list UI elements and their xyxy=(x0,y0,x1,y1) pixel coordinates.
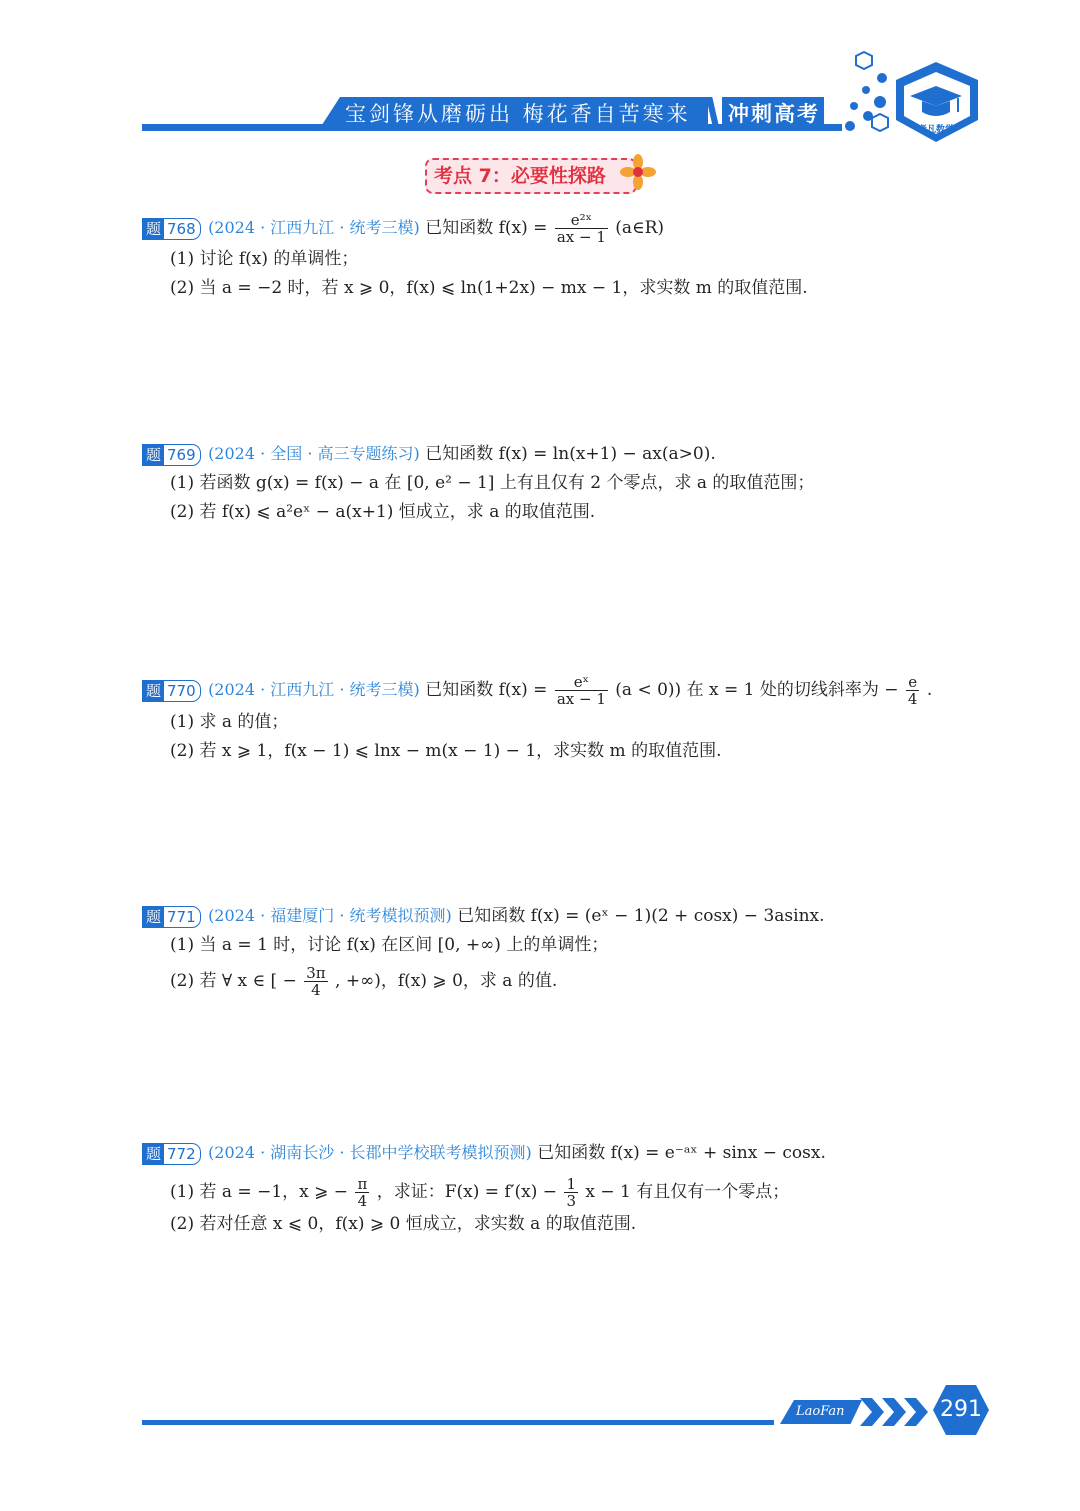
header-sprint-label: 冲刺高考 xyxy=(728,102,820,126)
problem-source: (2024 · 江西九江 · 统考三模) xyxy=(208,680,420,699)
problem-source: (2024 · 全国 · 高三专题练习) xyxy=(208,444,420,463)
problem-771-stem: 题 771 (2024 · 福建厦门 · 统考模拟预测) 已知函数 f(x) = (eˣ − 1)(2 + cosx) − 3asinx. xyxy=(142,904,825,928)
problem-source: (2024 · 江西九江 · 统考三模) xyxy=(208,218,420,237)
problem-771-part-1: (1) 当 a = 1 时，讨论 f(x) 在区间 [0, +∞) 上的单调性； xyxy=(170,935,609,955)
fraction: $\frac{\text{eˣ}}{ax - 1}$ xyxy=(556,673,606,708)
problem-768-stem: 题 768 (2024 · 江西九江 · 统考三模) 已知函数 f(x) = $\frac{\text{e²ˣ}}{ax - 1}$ (a∈R) xyxy=(142,212,664,245)
problem-771-part-2: (2) 若 ∀ x ∈ [ − $\frac{3\pi}{4}$ , +∞)，f(x) ⩾ 0，求 a 的值. xyxy=(170,964,558,999)
fraction: $\frac{1}{3}$ xyxy=(566,1175,577,1210)
problem-number-badge: 题 772 xyxy=(142,1143,201,1165)
header-logo xyxy=(838,44,988,152)
fraction: $\frac{\pi}{4}$ xyxy=(357,1175,368,1210)
footer-brand: LaoFan xyxy=(796,1404,845,1419)
topic-label: 考点 7：必要性探路 xyxy=(434,165,606,187)
problem-768-part-2: (2) 当 a = −2 时，若 x ⩾ 0，f(x) ⩽ ln(1+2x) − mx − 1，求实数 m 的取值范围. xyxy=(170,278,808,298)
fraction: $\frac{3\pi}{4}$ xyxy=(306,964,326,999)
problem-number-badge: 题 768 xyxy=(142,218,201,240)
header-motto: 宝剑锋从磨砺出 梅花香自苦寒来 xyxy=(345,102,691,126)
svg-text:老凡数学: 老凡数学 xyxy=(917,125,955,135)
problem-770-stem: 题 770 (2024 · 江西九江 · 统考三模) 已知函数 f(x) = $\frac{\text{eˣ}}{ax - 1}$ (a < 0)) 在 x = 1 处的切线斜率为 − $\frac{e}{4}$ . xyxy=(142,674,932,707)
problem-number-badge: 题 771 xyxy=(142,906,201,928)
footer-rule xyxy=(142,1420,774,1425)
problem-source: (2024 · 福建厦门 · 统考模拟预测) xyxy=(208,906,452,925)
problem-772-part-1: (1) 若 a = −1，x ⩾ − $\frac{\pi}{4}$ ，求证：F(x) = f′(x) − $\frac{1}{3}$ x − 1 有且仅有一个零点； xyxy=(170,1175,790,1210)
problem-769-part-2: (2) 若 f(x) ⩽ a²eˣ − a(x+1) 恒成立，求 a 的取值范围. xyxy=(170,502,596,522)
page-number: 291 xyxy=(940,1397,982,1422)
fraction: $\frac{\text{e²ˣ}}{ax - 1}$ xyxy=(556,211,606,246)
problem-770-part-2: (2) 若 x ⩾ 1，f(x − 1) ⩽ lnx − m(x − 1) − 1，求实数 m 的取值范围. xyxy=(170,741,722,761)
footer-chevrons xyxy=(860,1398,932,1426)
problem-769-stem: 题 769 (2024 · 全国 · 高三专题练习) 已知函数 f(x) = ln(x+1) − ax(a>0). xyxy=(142,442,716,466)
problem-772-stem: 题 772 (2024 · 湖南长沙 · 长郡中学校联考模拟预测) 已知函数 f(x) = e⁻ᵃˣ + sinx − cosx. xyxy=(142,1141,826,1165)
problem-769-part-1: (1) 若函数 g(x) = f(x) − a 在 [0, e² − 1] 上有且仅有 2 个零点，求 a 的取值范围； xyxy=(170,473,815,493)
problem-number-badge: 题 770 xyxy=(142,680,201,702)
problem-source: (2024 · 湖南长沙 · 长郡中学校联考模拟预测) xyxy=(208,1143,532,1162)
problem-number-badge: 题 769 xyxy=(142,444,201,466)
flower-icon xyxy=(618,152,658,192)
problem-770-part-1: (1) 求 a 的值； xyxy=(170,712,289,732)
problem-772-part-2: (2) 若对任意 x ⩽ 0，f(x) ⩾ 0 恒成立，求实数 a 的取值范围. xyxy=(170,1214,637,1234)
problem-768-part-1: (1) 讨论 f(x) 的单调性； xyxy=(170,249,359,269)
fraction: $\frac{e}{4}$ xyxy=(907,673,918,708)
